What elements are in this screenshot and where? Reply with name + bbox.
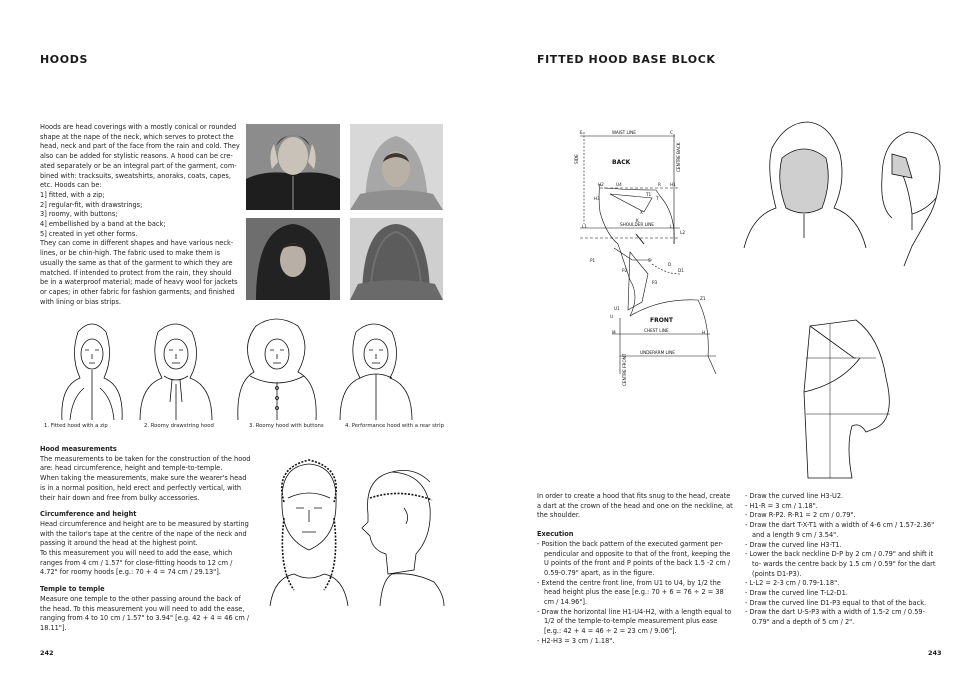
intro-line: be in a waterproof material; made of heavy wool for jackets xyxy=(40,278,238,287)
execution-left-column xyxy=(537,492,733,647)
execution-step: - H1-R = 3 cm / 1.18". xyxy=(745,501,818,510)
draft-point-p1: P1 xyxy=(590,258,596,263)
pattern-draft-diagram xyxy=(570,124,730,386)
execution-step: - Lower the back neckline D-P by 2 cm / 0.79" and shift it to- wards the centre back by 1.5 cm / 0.59" for the dart (points D1-P3). xyxy=(745,550,936,578)
heading-execution: Execution xyxy=(537,530,574,539)
draft-point-u4: U4 xyxy=(616,182,622,187)
intro-line: lines, or be chin-high. The fabric used to make them is xyxy=(40,249,221,258)
right-intro-line: the shoulder. xyxy=(537,511,581,520)
draft-point-s: S xyxy=(648,258,651,263)
temple-line: the head. To this measurement you will need to add the ease, xyxy=(40,604,245,613)
measurements-line: The measurements to be taken for the construction of the hood xyxy=(40,454,251,463)
hood-pattern-piece xyxy=(800,318,930,483)
heading-temple: Temple to temple xyxy=(40,585,105,594)
intro-line: matched. If intended to protect from the rain, they should xyxy=(40,268,232,277)
measurements-line: When taking the measurements, make sure the wearer's head xyxy=(40,474,247,483)
draft-point-k: K xyxy=(636,218,639,223)
draft-point-h2: H2 xyxy=(598,182,604,187)
draft-point-d: D xyxy=(668,262,672,267)
temple-line: Measure one temple to the other passing around the back of xyxy=(40,594,241,603)
circumference-line: To this measurement you will need to add the ease, which xyxy=(40,549,233,558)
execution-step: - Draw the horizontal line H1-U4-H2, with a length equal to 1/2 of the temple-to-temple measurement plus ease [e.g.: 42 + 4 = 46 ÷ 2 = 23 cm / 9.06"]. xyxy=(537,607,732,636)
draft-point-h1: H1 xyxy=(670,182,676,187)
right-intro-line: In order to create a hood that fits snug to the head, create xyxy=(537,492,731,500)
caption-fitted-hood: 1. Fitted hood with a zip xyxy=(44,423,108,429)
intro-line: They can come in different shapes and have various neck- xyxy=(40,239,234,248)
measurements-line: are: head circumference, height and temple-to-temple. xyxy=(40,464,223,473)
draft-point-h: H xyxy=(702,330,706,335)
measurements-line: their hair down and free from bulky accessories. xyxy=(40,493,200,502)
intro-line: or capes; in other fabric for fashion garments; and finished xyxy=(40,287,235,296)
caption-performance-hood: 4. Performance hood with a rear strip xyxy=(345,423,444,429)
draft-point-m: M xyxy=(612,330,616,335)
caption-buttons-hood: 3. Roomy hood with buttons xyxy=(249,423,324,429)
fitted-hood-illustration xyxy=(742,118,942,268)
measurements-line: is in a normal position, held erect and perfectly vertical, with xyxy=(40,483,242,492)
circumference-line: with the tailor's tape at the centre of the nape of the neck and xyxy=(40,529,247,538)
intro-line: 4] embellished by a band at the back; xyxy=(40,220,166,229)
draft-point-p3: P3 xyxy=(652,280,658,285)
draft-label-back: BACK xyxy=(612,159,631,166)
intro-line: etc. Hoods can be: xyxy=(40,181,102,190)
execution-step: - Draw the curved line T-L2-D1. xyxy=(745,589,848,598)
circumference-line: ranges from 4 cm / 1.57" for close-fitting hoods to 12 cm / xyxy=(40,558,233,567)
intro-line: 2] regular-fit, with drawstrings; xyxy=(40,200,143,209)
draft-point-e: E xyxy=(580,130,583,135)
draft-label-centre-back: CENTRE BACK xyxy=(676,142,681,172)
page-number-left: 242 xyxy=(40,649,54,657)
execution-step: - Draw R-P2. R-R1 = 2 cm / 0.79". xyxy=(745,511,856,520)
draft-point-u1: U1 xyxy=(614,306,620,311)
draft-point-l: L xyxy=(670,224,673,229)
intro-line: shape at the nape of the neck, which serves to protect the xyxy=(40,132,234,141)
draft-label-front: FRONT xyxy=(650,317,673,324)
page-number-right: 243 xyxy=(928,649,942,657)
temple-line: ranging from 4 to 10 cm / 1.57" to 3.94" [e.g. 42 + 4 = 46 cm / xyxy=(40,614,250,623)
intro-line: 3] roomy, with buttons; xyxy=(40,210,118,219)
intro-line: also can be added for stylistic reasons. A hood can be cre- xyxy=(40,152,233,161)
draft-point-l1: L1 xyxy=(582,224,587,229)
measurements-section xyxy=(40,445,254,634)
draft-point-x: X xyxy=(640,210,643,215)
circumference-line: Head circumference and height are to be measured by starting xyxy=(40,519,249,528)
photo-man-dark-hood xyxy=(246,218,340,300)
draft-point-u: U xyxy=(610,314,614,319)
intro-line: ated separately or be an integral part of the garment, com- xyxy=(40,161,237,170)
temple-line: 18.11"]. xyxy=(40,623,67,632)
execution-step: - L-L2 = 2-3 cm / 0.79-1.18". xyxy=(745,579,840,588)
draft-point-z1: Z1 xyxy=(700,296,706,301)
draft-point-h3: H3 xyxy=(594,196,600,201)
photo-man-zip-hoodie xyxy=(246,124,340,210)
execution-step: - Draw the dart U-S-P3 with a width of 1.5-2 cm / 0.59-0.79" and a depth of 5 cm / 2". xyxy=(745,608,925,627)
page-title-fitted-hood: FITTED HOOD BASE BLOCK xyxy=(537,53,716,66)
intro-line: Hoods are head coverings with a mostly conical or rounded xyxy=(40,123,237,131)
photo-man-grey-hood xyxy=(350,124,443,210)
draft-point-c: C xyxy=(670,130,673,135)
draft-label-waist-line: WAIST LINE xyxy=(612,130,636,135)
draft-point-l2: L2 xyxy=(680,230,685,235)
caption-drawstring-hood: 2. Roomy drawstring hood xyxy=(144,423,214,429)
draft-label-shoulder-line: SHOULDER LINE xyxy=(620,222,654,227)
execution-step: - Draw the curved line H3-U2. xyxy=(745,492,844,500)
execution-step: - Draw the curved line H3-T1. xyxy=(745,540,842,549)
draft-label-centre-front: CENTRE FRONT xyxy=(622,353,627,386)
draft-label-side: SIDE xyxy=(574,154,579,164)
intro-line: with lining or bias strips. xyxy=(40,297,121,306)
execution-step: - Draw the curved line D1-P3 equal to that of the back. xyxy=(745,598,927,607)
draft-point-t1: T1 xyxy=(646,192,652,197)
intro-line: usually the same as that of the garment to which they are xyxy=(40,258,233,267)
draft-point-p2: P2 xyxy=(622,268,628,273)
draft-point-r: R xyxy=(658,182,661,187)
execution-step: - Position the back pattern of the executed garment per- pendicular and opposite to that of the front, keeping the U points of the front and P points of the back 1.5 -2 cm / 0.59-0.79" apart, as in the figure. xyxy=(537,539,731,577)
right-intro-line: a dart at the crown of the head and one on the neckline, at xyxy=(537,501,733,510)
draft-point-d1: D1 xyxy=(678,268,684,273)
execution-step: - H2-H3 = 3 cm / 1.18". xyxy=(537,636,615,645)
execution-right-column xyxy=(745,492,941,628)
heading-hood-measurements: Hood measurements xyxy=(40,445,117,453)
page-title-hoods: HOODS xyxy=(40,53,88,66)
draft-label-underarm-line: UNDERARM LINE xyxy=(640,350,675,355)
execution-step: - Draw the dart T-X-T1 with a width of 4-6 cm / 1.57-2.36" and a length 9 cm / 3.54". xyxy=(745,521,935,539)
intro-line: head, neck and part of the face from the rain and cold. They xyxy=(40,142,240,151)
heading-circumference: Circumference and height xyxy=(40,510,137,519)
draft-point-t: T xyxy=(656,196,659,201)
intro-line: 1] fitted, with a zip; xyxy=(40,190,105,199)
execution-step: - Extend the centre front line, from U1 to U4, by 1/2 the head height plus the ease [e.g.: 70 + 6 = 76 ÷ 2 = 38 cm / 14.96"]. xyxy=(537,578,724,607)
circumference-line: 4.72" for roomy hoods [e.g.: 70 + 4 = 74 cm / 29.13"]. xyxy=(40,568,221,577)
circumference-line: passing it around the head at the highest point. xyxy=(40,539,198,548)
draft-label-chest-line: CHEST LINE xyxy=(644,328,669,333)
intro-line: 5] created in yet other forms. xyxy=(40,229,138,238)
intro-line: bined with: tracksuits, sweatshirts, anoraks, coats, capes, xyxy=(40,171,231,180)
photo-hood-back-view xyxy=(350,218,443,300)
intro-text xyxy=(40,123,241,307)
head-measuring-illustration xyxy=(264,458,446,606)
hood-styles-illustration xyxy=(40,316,444,420)
